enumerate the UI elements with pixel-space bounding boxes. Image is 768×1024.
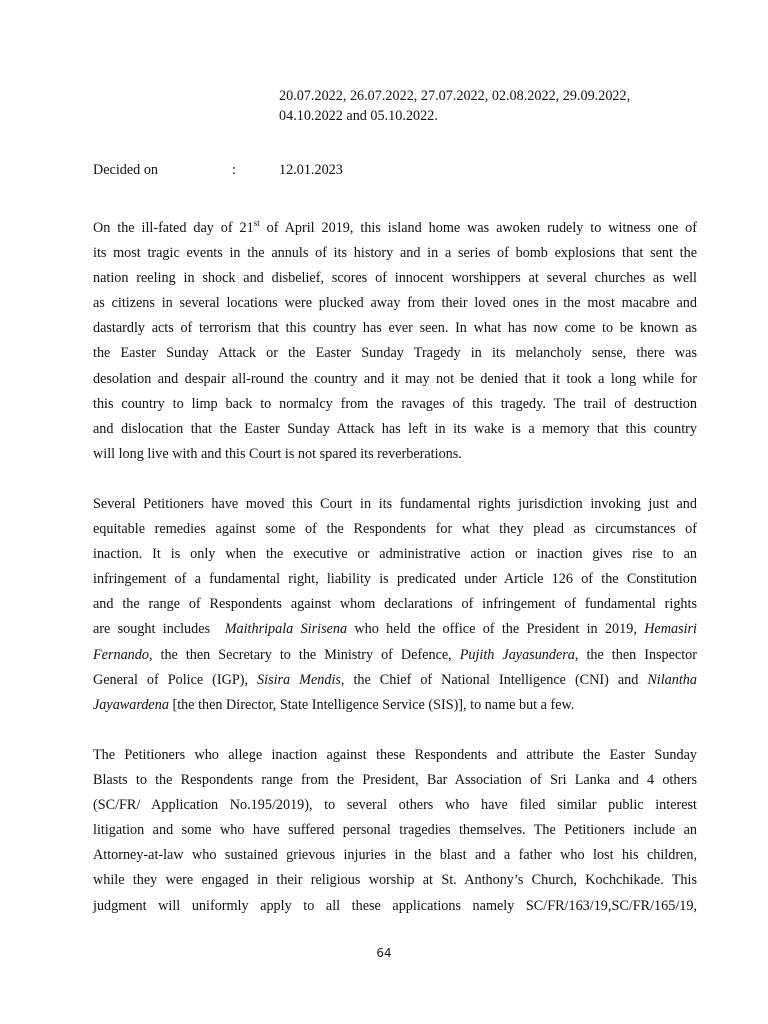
respondent-name: Hemasiri — [644, 621, 697, 638]
text-run: are sought includes — [93, 621, 225, 638]
paragraph-line — [93, 216, 697, 241]
paragraph-line — [93, 668, 697, 693]
paragraph-line — [93, 643, 697, 668]
respondent-name: Fernando — [93, 646, 149, 663]
decided-on-label: Decided on — [93, 162, 159, 178]
decided-on-row — [0, 160, 768, 180]
paragraph-line — [93, 693, 697, 718]
text-run: General of Police (IGP), — [93, 671, 258, 688]
page-number: 64 — [376, 946, 392, 960]
paragraph-line: judgment will uniformly apply to all these applications namely SC/FR/163/19,SC/FR/165/19, — [93, 897, 697, 914]
paragraph-line — [93, 617, 697, 642]
paragraph-allegations — [93, 743, 697, 919]
paragraph-easter-attack — [93, 216, 697, 467]
paragraph-line: (SC/FR/ Application No.195/2019), to several others who have filed similar public interest — [93, 797, 697, 814]
text-run: who held the office of the President in 2019, — [347, 621, 645, 638]
paragraph-line: litigation and some who have suffered personal tragedies themselves. The Petitioners include an — [93, 822, 697, 839]
paragraph-line: Blasts to the Respondents range from the President, Bar Association of Sri Lanka and 4 others — [93, 772, 697, 789]
paragraph-petitioners — [93, 492, 697, 718]
decided-on-colon: : — [232, 162, 236, 178]
paragraph-line: the Easter Sunday Attack or the Easter Sunday Tragedy in its melancholy sense, there was — [93, 345, 697, 362]
text-run: On the ill-fated day of 21 — [93, 220, 254, 236]
paragraph-line: Attorney-at-law who sustained grievous injuries in the blast and a father who lost his children, — [93, 847, 697, 864]
hearing-dates-line: 20.07.2022, 26.07.2022, 27.07.2022, 02.08.2022, 29.09.2022, — [279, 88, 631, 104]
paragraph-line: nation reeling in shock and disbelief, scores of innocent worshippers at several churches as well — [93, 270, 697, 287]
paragraph-line: while they were engaged in their religious worship at St. Anthony’s Church, Kochchikade. This — [93, 872, 697, 889]
paragraph-line: desolation and despair all-round the country and it may not be denied that it took a long while for — [93, 370, 697, 387]
paragraph-line: and dislocation that the Easter Sunday Attack has left in its wake is a memory that this country — [93, 420, 697, 437]
paragraph-line: dastardly acts of terrorism that this country has ever seen. In what has now come to be known as — [93, 320, 697, 337]
respondent-name: Nilantha — [647, 671, 697, 688]
paragraph-line: as citizens in several locations were plucked away from their loved ones in the most macabre and — [93, 295, 697, 312]
paragraph-line: its most tragic events in the annuls of its history and in a series of bomb explosions that sent the — [93, 245, 697, 262]
paragraph-line: equitable remedies against some of the Respondents for what they plead as circumstances of — [93, 521, 697, 538]
hearing-dates-line: 04.10.2022 and 05.10.2022. — [279, 108, 438, 124]
respondent-name: Pujith Jayasundera — [459, 646, 575, 663]
respondent-name: Jayawardena — [93, 696, 169, 713]
paragraph-line: this country to limp back to normalcy from the ravages of this tragedy. The trail of destruction — [93, 395, 697, 412]
paragraph-line: and the range of Respondents against whom declarations of infringement of fundamental rights — [93, 596, 697, 613]
paragraph-line: The Petitioners who allege inaction against these Respondents and attribute the Easter Sunday — [93, 747, 697, 763]
decided-on-date: 12.01.2023 — [279, 162, 343, 178]
text-run: , the Chief of National Intelligence (CNI) and — [340, 671, 648, 688]
text-run: , the then Inspector — [574, 646, 698, 663]
respondent-name: Sisira Mendis — [257, 671, 341, 688]
ordinal-suffix: st — [253, 218, 260, 228]
paragraph-line: Several Petitioners have moved this Court in its fundamental rights jurisdiction invoking just and — [93, 496, 697, 512]
text-run: [the then Director, State Intelligence Service (SIS)], to name but a few. — [168, 696, 575, 713]
text-run: , the then Secretary to the Ministry of Defence, — [148, 646, 460, 663]
paragraph-line: infringement of a fundamental right, liability is predicated under Article 126 of the Constitution — [93, 571, 697, 588]
paragraph-line: inaction. It is only when the executive or administrative action or inaction gives rise to an — [93, 546, 697, 563]
hearing-dates — [279, 86, 699, 126]
text-run: of April 2019, this island home was awoken rudely to witness one of — [259, 220, 697, 236]
respondent-name: Maithripala Sirisena — [224, 621, 348, 638]
paragraph-line: will long live with and this Court is not spared its reverberations. — [93, 445, 462, 462]
